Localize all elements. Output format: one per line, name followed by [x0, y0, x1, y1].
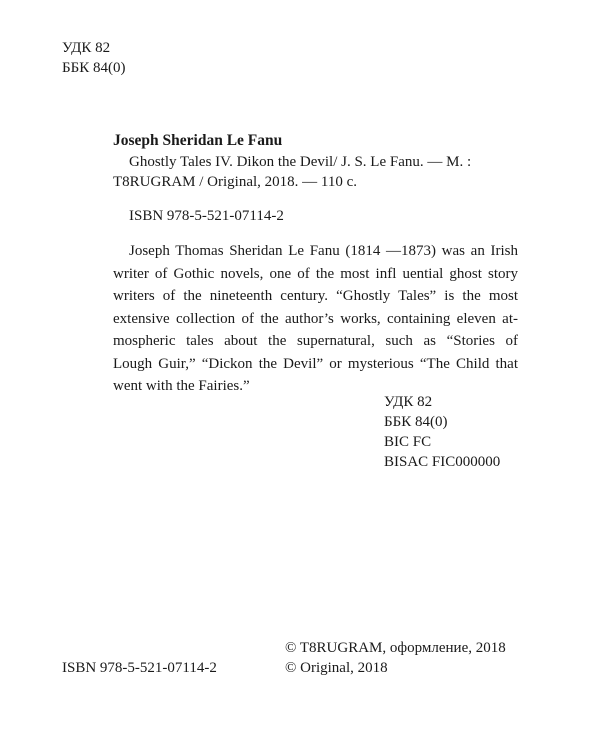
- isbn-number: ISBN 978-5-521-07114-2: [62, 660, 217, 676]
- title-line-2: T8RUGRAM / Original, 2018. — 110 с.: [113, 174, 358, 190]
- copyright-notices: [285, 638, 506, 678]
- annotation: [113, 240, 518, 398]
- annotation-line: writers of the nineteenth century. “Ghostly Tales” is the most: [113, 288, 518, 304]
- bisac-code: BISAC FIC000000: [384, 454, 501, 470]
- top-classification-codes: [62, 38, 125, 78]
- annotation-line: mospheric tales about the supernatural, such as “Stories of: [113, 333, 518, 349]
- bbk-code: ББК 84(0): [62, 60, 126, 76]
- isbn-record: [129, 206, 284, 226]
- footer-isbn: [62, 658, 217, 678]
- author-name: Joseph Sheridan Le Fanu: [113, 132, 283, 149]
- right-classification-codes: [384, 392, 500, 472]
- copyright-design: © T8RUGRAM, оформление, 2018: [285, 640, 506, 656]
- bbk-code: ББК 84(0): [384, 414, 448, 430]
- udk-code: УДК 82: [384, 394, 433, 410]
- copyright-original: © Original, 2018: [285, 660, 388, 676]
- isbn-number: ISBN 978-5-521-07114-2: [129, 208, 284, 224]
- bibliographic-record: [113, 130, 513, 192]
- annotation-line: writer of Gothic novels, one of the most infl uential ghost story: [113, 265, 518, 282]
- annotation-line: went with the Fairies.”: [113, 378, 250, 394]
- annotation-line: extensive collection of the author’s works, containing eleven at-: [113, 310, 518, 327]
- title-line-1: Ghostly Tales IV. Dikon the Devil/ J. S. Le Fanu. — M. :: [129, 154, 472, 170]
- annotation-line: Joseph Thomas Sheridan Le Fanu (1814 —1873) was an Irish: [129, 243, 518, 259]
- annotation-line: Lough Guir,” “Dickon the Devil” or mysterious “The Child that: [113, 355, 518, 372]
- udk-code: УДК 82: [62, 40, 111, 56]
- bic-code: BIC FC: [384, 434, 432, 450]
